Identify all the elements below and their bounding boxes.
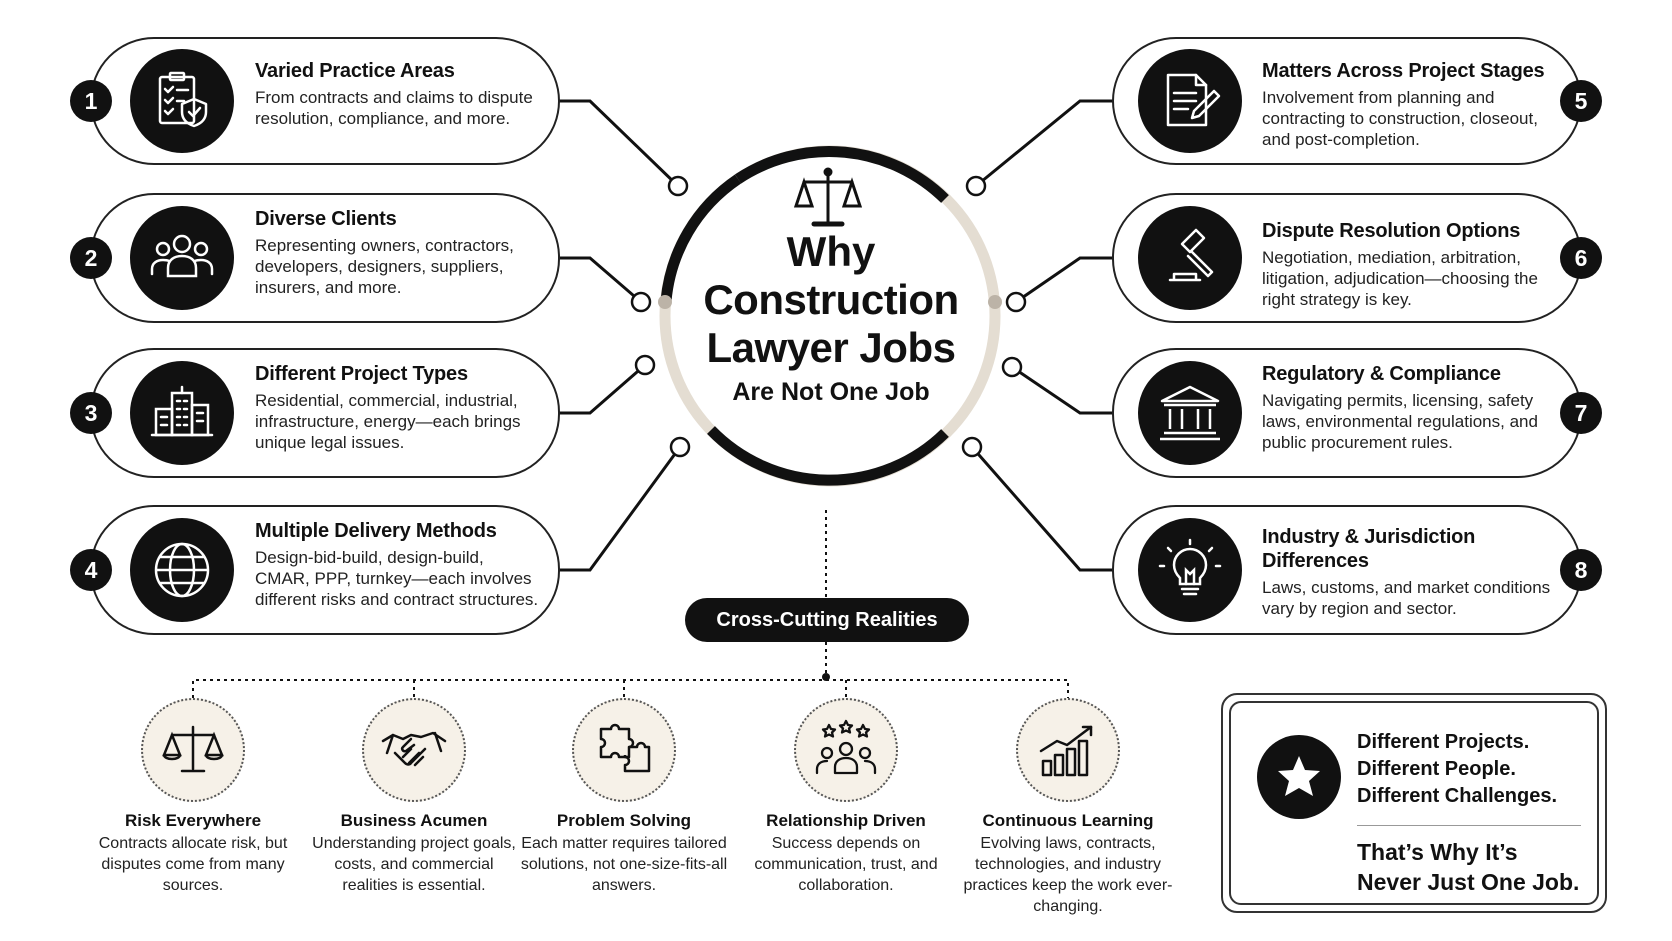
card-title: Matters Across Project Stages	[1262, 60, 1545, 82]
reality-risk-everywhere	[88, 698, 298, 896]
reality-title: Business Acumen	[340, 811, 488, 830]
card-title: Multiple Delivery Methods	[255, 520, 497, 542]
reality-continuous-learning	[963, 698, 1173, 917]
growth-chart-icon	[1016, 698, 1120, 802]
reality-relationship-driven	[741, 698, 951, 896]
document-pen-icon	[1138, 49, 1242, 153]
reality-description: Contracts allocate risk, but disputes come from many sources.	[98, 835, 288, 894]
hub-line-3: Lawyer Jobs	[706, 324, 956, 371]
summary-line-2: Different People.	[1357, 758, 1516, 780]
summary-line-1: Different Projects.	[1357, 731, 1530, 753]
reality-description: Understanding project goals, costs, and commercial realities is essential.	[312, 835, 516, 894]
card-description: Design-bid-build, design-build, CMAR, PPP, turnkey—each involves different risks and contract structures.	[255, 548, 539, 609]
hub-line-2: Construction	[703, 276, 959, 323]
card-title: Varied Practice Areas	[255, 60, 455, 82]
card-dispute-resolution-options	[1112, 193, 1588, 323]
card-multiple-delivery-methods	[84, 505, 560, 635]
card-description: From contracts and claims to dispute resolution, compliance, and more.	[255, 88, 533, 128]
reality-description: Evolving laws, contracts, technologies, and industry practices keep the work ever-changing.	[963, 835, 1173, 915]
summary-divider	[1357, 825, 1581, 826]
card-matters-across-project-stages	[1112, 37, 1588, 165]
reality-description: Each matter requires tailored solutions, not one-size-fits-all answers.	[520, 835, 728, 894]
card-varied-practice-areas	[84, 37, 560, 165]
courthouse-icon	[1138, 361, 1242, 465]
team-stars-icon	[794, 698, 898, 802]
hub-title	[668, 228, 994, 410]
card-description: Negotiation, mediation, arbitration, litigation, adjudication—choosing the right strategy is key.	[1262, 248, 1538, 309]
summary-box	[1221, 693, 1607, 913]
card-title: Different Project Types	[255, 363, 468, 385]
card-number: 1	[70, 80, 112, 122]
card-number: 8	[1560, 549, 1602, 591]
card-number: 6	[1560, 237, 1602, 279]
gavel-icon	[1138, 206, 1242, 310]
hub-scales-icon	[796, 169, 860, 224]
people-group-icon	[130, 206, 234, 310]
card-number: 7	[1560, 392, 1602, 434]
globe-icon	[130, 518, 234, 622]
summary-inner-frame	[1229, 701, 1599, 905]
card-title: Dispute Resolution Options	[1262, 220, 1521, 242]
card-description: Residential, commercial, industrial, infrastructure, energy—each brings unique legal issues.	[255, 391, 521, 452]
card-title: Industry & Jurisdiction Differences	[1262, 526, 1476, 572]
card-description: Navigating permits, licensing, safety laws, environmental regulations, and public procurement rules.	[1262, 391, 1538, 452]
summary-closing	[1357, 837, 1579, 897]
card-number: 5	[1560, 80, 1602, 122]
card-number: 3	[70, 392, 112, 434]
summary-lines	[1357, 729, 1557, 810]
reality-business-acumen	[309, 698, 519, 896]
scales-icon	[141, 698, 245, 802]
card-industry-jurisdiction-differences	[1112, 505, 1588, 635]
handshake-icon	[362, 698, 466, 802]
checklist-shield-icon	[130, 49, 234, 153]
summary-closing-2: Never Just One Job.	[1357, 869, 1580, 895]
reality-title: Relationship Driven	[766, 811, 926, 830]
card-description: Representing owners, contractors, developers, designers, suppliers, insurers, and more.	[255, 236, 514, 297]
reality-title: Continuous Learning	[982, 811, 1154, 830]
summary-line-3: Different Challenges.	[1357, 785, 1558, 807]
card-regulatory-compliance	[1112, 348, 1588, 478]
card-number: 4	[70, 549, 112, 591]
summary-closing-1: That’s Why It’s	[1357, 839, 1518, 865]
card-title: Regulatory & Compliance	[1262, 363, 1501, 385]
cross-cutting-label: Cross-Cutting Realities	[685, 598, 969, 642]
hub-line-1: Why	[786, 228, 876, 275]
lightbulb-icon	[1138, 518, 1242, 622]
puzzle-icon	[572, 698, 676, 802]
card-number: 2	[70, 237, 112, 279]
star-icon	[1257, 735, 1341, 819]
reality-title: Problem Solving	[556, 811, 692, 830]
reality-problem-solving	[519, 698, 729, 896]
card-description: Laws, customs, and market conditions vary by region and sector.	[1262, 578, 1551, 618]
reality-title: Risk Everywhere	[124, 811, 262, 830]
buildings-icon	[130, 361, 234, 465]
card-different-project-types	[84, 348, 560, 478]
reality-description: Success depends on communication, trust, and collaboration.	[754, 835, 938, 894]
card-title: Diverse Clients	[255, 208, 397, 230]
hub-line-4: Are Not One Job	[732, 378, 930, 406]
card-diverse-clients	[84, 193, 560, 323]
card-description: Involvement from planning and contracting to construction, closeout, and post-completion.	[1262, 88, 1538, 149]
